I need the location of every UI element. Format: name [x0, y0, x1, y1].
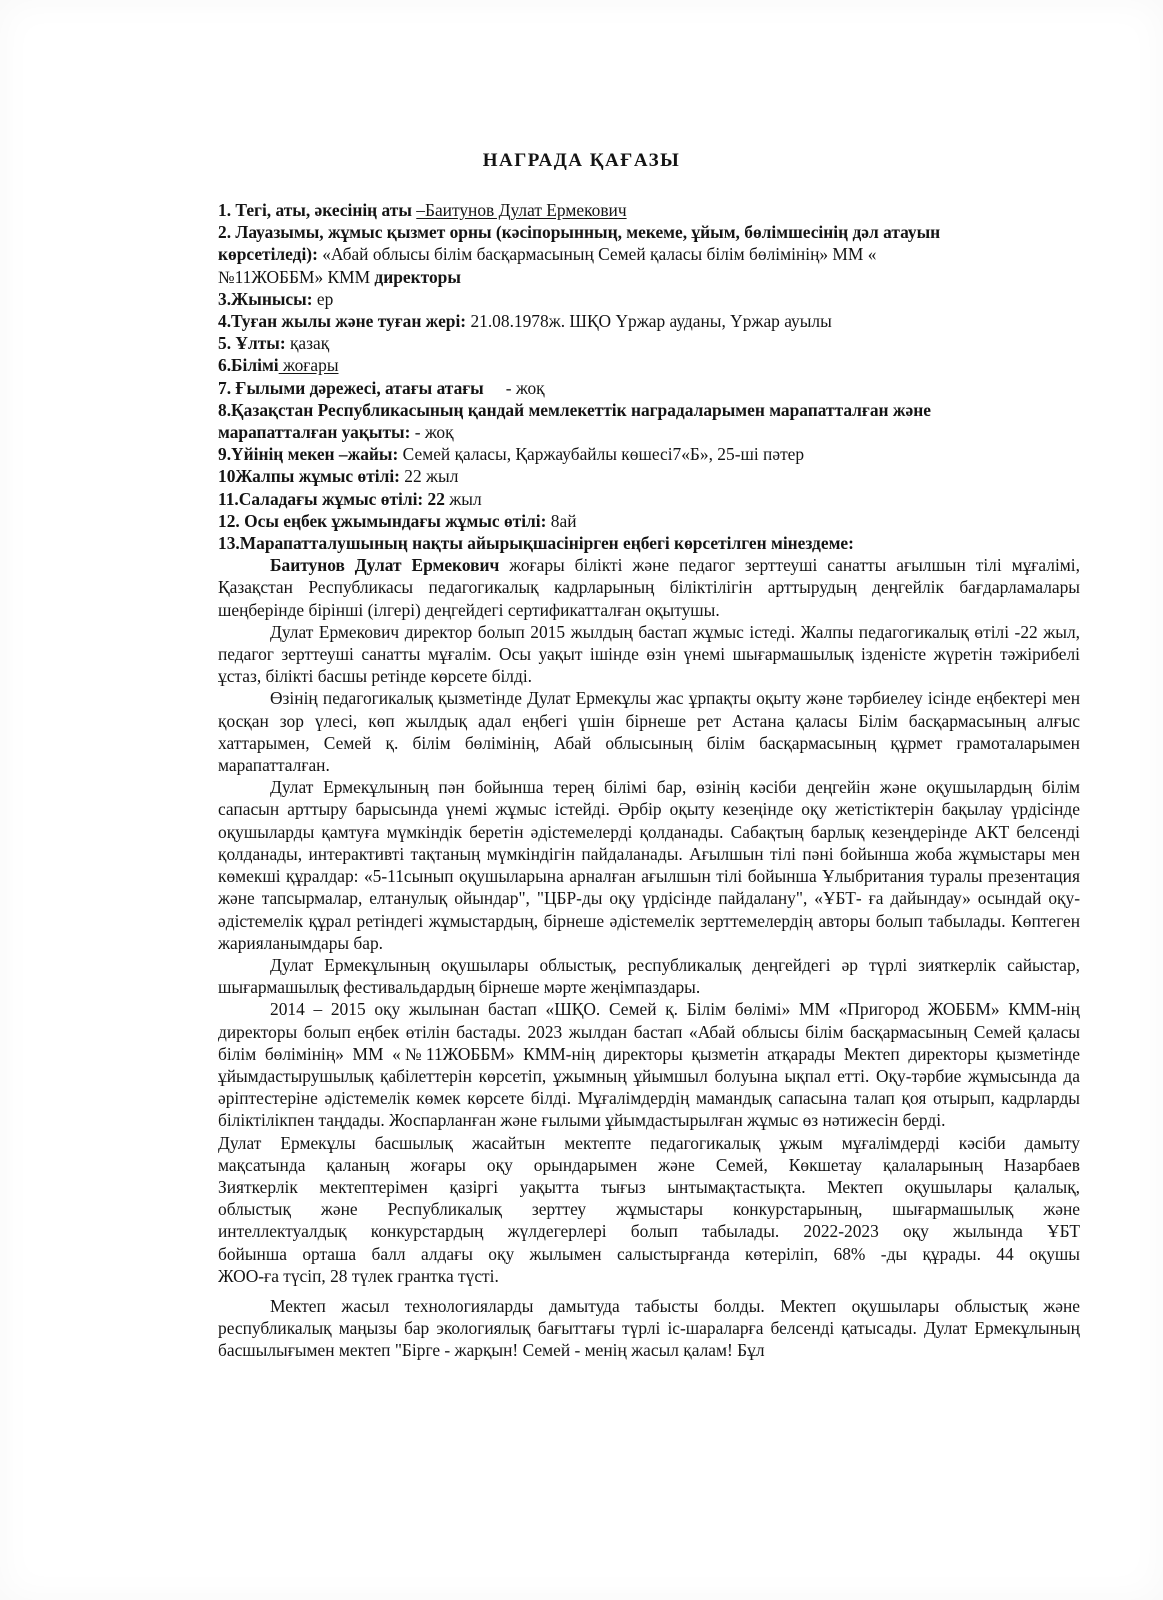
field-10-value: 22 жыл — [399, 466, 459, 487]
field-9 — [218, 443, 1080, 465]
field-3-label: 3.Жынысы: — [218, 288, 313, 309]
field-7-label: 7. Ғылыми дәрежесі, атағы атағы — [218, 377, 484, 398]
paragraph-1-text: жоғары білікті және педагог зерттеуші санатты ағылшын тілі мұғалімі, Қазақстан Республикасы педагогикалық кадрларының біліктілігін арттырудың деңгейлік бағдарламалары шеңберінде бірінші (ілгері) деңгейдегі сертификатталған оқытушы. — [218, 555, 1080, 620]
field-2-label-line: 2. Лауазымы, жұмыс қызмет орны (кәсіпорынның, мекеме, ұйым, бөлімшесінің дәл атауын — [218, 222, 941, 243]
paragraph-5: Дулат Ермекұлының оқушылары облыстық, республикалық деңгейдегі әр түрлі зияткерлік сайыстар, шығармашылық фестивальдардың бірнеше мәрте жеңімпаздары. — [218, 954, 1080, 998]
field-11 — [218, 488, 1080, 510]
field-3-value: ер — [312, 288, 334, 309]
paragraph-1 — [218, 554, 1080, 621]
field-1-label: 1. Тегі, аты, әкесінің аты — [218, 200, 417, 220]
field-1-value: –Баитунов Дулат Ермекович — [416, 200, 627, 220]
field-8-value: - жоқ — [410, 422, 454, 443]
field-10-label: 10Жалпы жұмыс өтілі: — [218, 466, 400, 487]
paragraph-7 — [218, 1132, 1080, 1287]
paragraph-7-line: интеллектуалдық конкурстардың жүлдегерлері болып табылады. 2022-2023 оқу жылында ҰБТ — [218, 1221, 1080, 1242]
field-8-label-line: 8.Қазақстан Республикасының қандай мемлекеттік наградаларымен марапатталған және — [218, 399, 931, 420]
paragraph-7-line: облыстық және Республикалық зерттеу жұмыстары конкурстарының, шығармашылық және — [218, 1199, 1080, 1220]
field-2-value-a: «Абай облысы білім басқармасының Семей қаласы білім бөлімінің» ММ « — [317, 244, 877, 265]
field-8-line-b — [218, 421, 1080, 443]
field-2-value-b: №11ЖОББМ» КММ — [218, 266, 375, 287]
paragraph-1-name: Баитунов Дулат Ермекович — [270, 555, 500, 576]
field-9-value: Семей қаласы, Қаржаубайлы көшесі7«Б», 25-ші пәтер — [398, 444, 805, 465]
paragraph-7-line: ЖОО-ға түсіп, 28 түлек грантка түсті. — [218, 1265, 499, 1286]
field-3 — [218, 288, 1080, 310]
paragraph-4: Дулат Ермекұлының пән бойынша терең білімі бар, өзінің кәсіби деңгейін және оқушылардың білім сапасын арттыру барысында үнемі жұмыс істейді. Әрбір оқыту кезеңінде оқу жетістіктерін бақылау үрдісінде оқушыларды қамтуға мүмкіндік беретін әдістемелерді қолданады. Сабақтың барлық кезеңдерінде АКТ белсенді қолданады, интерактивті тақтаның мүмкіндігін пайдаланады. Ағылшын тілі пәні бойынша жоба жұмыстары мен көмекші құралдар: «5-11сынып оқушыларына арналған ағылшын тілі бойынша Ұлыбритания туралы презентация және тапсырмалар, елтанулық ойындар", "ЦБР-ды оқу үрдісінде пайдалану", «ҰБТ- ға дайындау» осындай оқу-әдістемелік құрал ретіндегі жұмыстардың, бірнеше әдістемелік зерттемелердің авторы болып табылады. Көптеген жарияланымдары бар. — [218, 777, 1080, 953]
field-1 — [218, 199, 1080, 221]
field-6 — [218, 354, 1080, 376]
field-7 — [218, 377, 1080, 399]
paragraph-7-line: Дулат Ермекұлы басшылық жасайтын мектепте педагогикалық ұжым мұғалімдерді кәсіби дамыту — [218, 1132, 1080, 1153]
award-document — [218, 199, 1080, 1362]
field-11-label: 11.Саладағы жұмыс өтілі: 22 — [218, 488, 445, 509]
paragraph-8: Мектеп жасыл технологияларды дамытуда табысты болды. Мектеп оқушылары облыстық және республикалық маңызы бар экологиялық бағыттағы түрлі іс-шараларға белсенді қатысады. Дулат Ермекұлының басшылығымен мектеп "Бірге - жарқын! Семей - менің жасыл қалам! Бұл — [218, 1295, 1080, 1361]
paragraph-3: Өзінің педагогикалық қызметінде Дулат Ермекұлы жас ұрпақты оқыту және тәрбиелеу ісінде еңбектері мен қосқан зор үлесі, көп жылдық адал еңбегі үшін бірнеше рет Астана қаласы Білім басқармасының алғыс хаттарымен, Семей қ. білім бөлімінің, Абай облысының білім басқармасының құрмет грамоталарымен марапатталған. — [218, 688, 1080, 776]
field-9-label: 9.Үйінің мекен –жайы: — [218, 444, 399, 465]
field-5-value: қазақ — [285, 333, 330, 354]
field-2-line-c — [218, 266, 1080, 288]
field-5-label: 5. Ұлты: — [218, 333, 286, 354]
field-6-value: жоғары — [278, 355, 339, 376]
field-11-value: жыл — [444, 488, 482, 509]
paragraph-7-line: мақсатында қаланың жоғары оқу орындарымен және Семей, Көкшетау қалаларының Назарбаев — [218, 1154, 1080, 1175]
field-6-label: 6.Білімі — [218, 355, 279, 376]
field-5 — [218, 332, 1080, 354]
paragraph-7-line: Зияткерлік мектептерімен қазіргі уақытта тығыз ынтымақтастықта. Мектеп оқушылары қалалық, — [218, 1176, 1080, 1197]
document-title: НАГРАДА ҚАҒАЗЫ — [482, 150, 681, 171]
field-2-line-b — [218, 243, 1080, 265]
paragraph-6: 2014 – 2015 оқу жылынан бастап «ШҚО. Семей қ. Білім бөлімі» ММ «Пригород ЖОББМ» КММ-нің директоры болып еңбек өтілін бастады. 2023 жылдан бастап «Абай облысы білім басқармасының Семей қаласы білім бөлімінің» ММ «№11ЖОББМ» КММ-нің директоры қызметін атқарады Мектеп директоры қызметінде ұйымдастырушылық қабілеттерін көрсетіп, ұжымның ұйымшыл болуына ықпал етті. Оқу-тәрбие жұмысында да әріптестеріне әдістемелік көмек көрсете білді. Мұғалімдердің мамандық сапасына талап қоя отырып, кадрларды біліктілікпен таңдады. Жоспарланған және ғылыми ұйымдастырылған жұмыс өз нәтижесін берді. — [218, 999, 1080, 1131]
field-12-value: 8ай — [546, 510, 577, 531]
field-4-label: 4.Туған жылы және туған жері: — [218, 311, 467, 332]
field-7-value: - жоқ — [505, 377, 545, 398]
field-2-label: көрсетіледі): — [218, 244, 318, 265]
field-4-value: 21.08.1978ж. ШҚО Үржар ауданы, Үржар ауылы — [466, 311, 832, 332]
field-12 — [218, 510, 1080, 532]
field-8-label: марапатталған уақыты: — [218, 422, 411, 443]
paragraph-2: Дулат Ермекович директор болып 2015 жылдың бастап жұмыс істеді. Жалпы педагогикалық өтілі -22 жыл, педагог зерттеуші санатты мұғалім. Осы уақыт ішінде өзін үнемі шығармашылық ізденісте жүретін тәжірибелі ұстаз, білікті басшы ретінде көрсете білді. — [218, 621, 1080, 687]
field-13-label: 13.Марапатталушының нақты айырықшасінірген еңбегі көрсетілген мінездеме: — [218, 533, 854, 554]
field-10 — [218, 465, 1080, 487]
paragraph-7-line: бойынша орташа балл алдағы оқу жылымен салыстырғанда көтеріліп, 68% -ды құрады. 44 оқушы — [218, 1243, 1080, 1264]
field-12-label: 12. Осы еңбек ұжымындағы жұмыс өтілі: — [218, 510, 547, 531]
field-4 — [218, 310, 1080, 332]
field-2-value-c: директоры — [374, 266, 461, 287]
